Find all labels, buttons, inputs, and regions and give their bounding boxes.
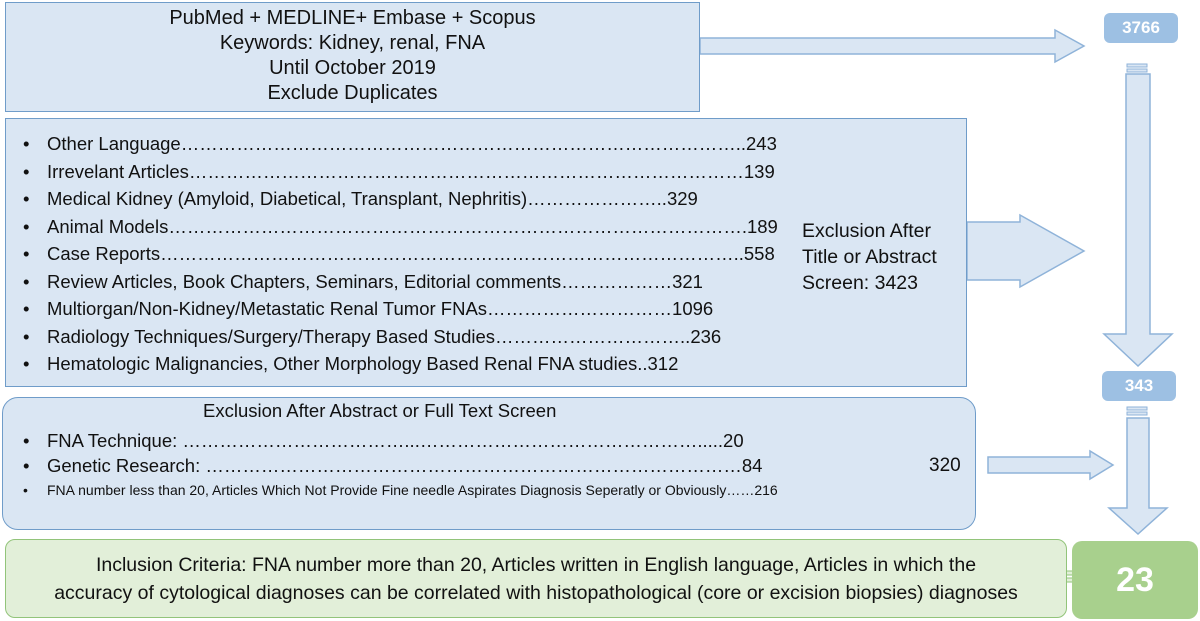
exclusion-title-total [802,218,972,296]
search-line: Keywords: Kidney, renal, FNA [219,32,486,54]
inclusion-line: accuracy of cytological diagnoses can be correlated with histopathological (core or excision biopsies) diagnoses [54,582,1018,604]
arrow-exclusion-full-right [988,451,1113,479]
exclusion-title-list [47,130,778,378]
exclusion-full-total: 320 [929,455,961,476]
search-line: PubMed + MEDLINE+ Embase + Scopus [169,7,536,29]
count-badge-included: 23 [1072,541,1198,619]
list-item: • FNA number less than 20, Articles Which Not Provide Fine needle Aspirates Diagnosis Seperatly or Obviously……216 [47,478,778,503]
arrow-3766-to-343 [1104,74,1172,366]
cap-343 [1127,407,1147,410]
inclusion-line: Inclusion Criteria: FNA number more than 20, Articles written in English language, Articles in which the [95,554,977,576]
list-item: • Multiorgan/Non-Kidney/Metastatic Renal Tumor FNAs…………………………1096 [47,295,778,323]
list-item: • Irrevelant Articles………………………………………………………………………………139 [47,158,778,186]
list-item: • Hematologic Malignancies, Other Morphology Based Renal FNA studies..312 [47,350,778,378]
list-item: • Other Language………………………………………………………………………………..243 [47,130,778,158]
list-item: • Radiology Techniques/Surgery/Therapy Based Studies…………………………..236 [47,323,778,351]
inclusion-criteria-box [5,539,1067,618]
cap-3766-b [1127,69,1147,72]
arrow-search-to-3766 [700,30,1084,62]
exclusion-full-text-box [2,397,976,530]
search-line: Until October 2019 [269,57,436,79]
list-item: • FNA Technique: ………………………………...……………………………………….....20 [47,428,778,453]
total-line: Screen: 3423 [802,272,919,294]
arrow-exclusion-title-right [967,215,1084,287]
exclusion-full-heading: Exclusion After Abstract or Full Text Screen [203,400,557,421]
cap-343-b [1127,412,1147,415]
count-badge-identified: 3766 [1104,13,1178,43]
list-item: • Review Articles, Book Chapters, Seminars, Editorial comments………………321 [47,268,778,296]
exclusion-full-list [47,428,778,503]
cap-3766 [1127,64,1147,67]
list-item: • Genetic Research: ……………………………………………………………………………84 [47,453,778,478]
total-line: Title or Abstract [802,246,937,268]
list-item: • Medical Kidney (Amyloid, Diabetical, Transplant, Nephritis)…………………..329 [47,185,778,213]
exclusion-title-abstract-box [5,118,967,387]
count-badge-after-title: 343 [1102,371,1176,401]
list-item: • Animal Models………………………………………………………………………………….189 [47,213,778,241]
list-item: • Case Reports…………………………………………………………………………………..558 [47,240,778,268]
total-line: Exclusion After [802,220,931,242]
arrow-343-to-23 [1109,418,1167,534]
search-criteria-box [5,2,700,112]
search-line: Exclude Duplicates [267,82,438,104]
